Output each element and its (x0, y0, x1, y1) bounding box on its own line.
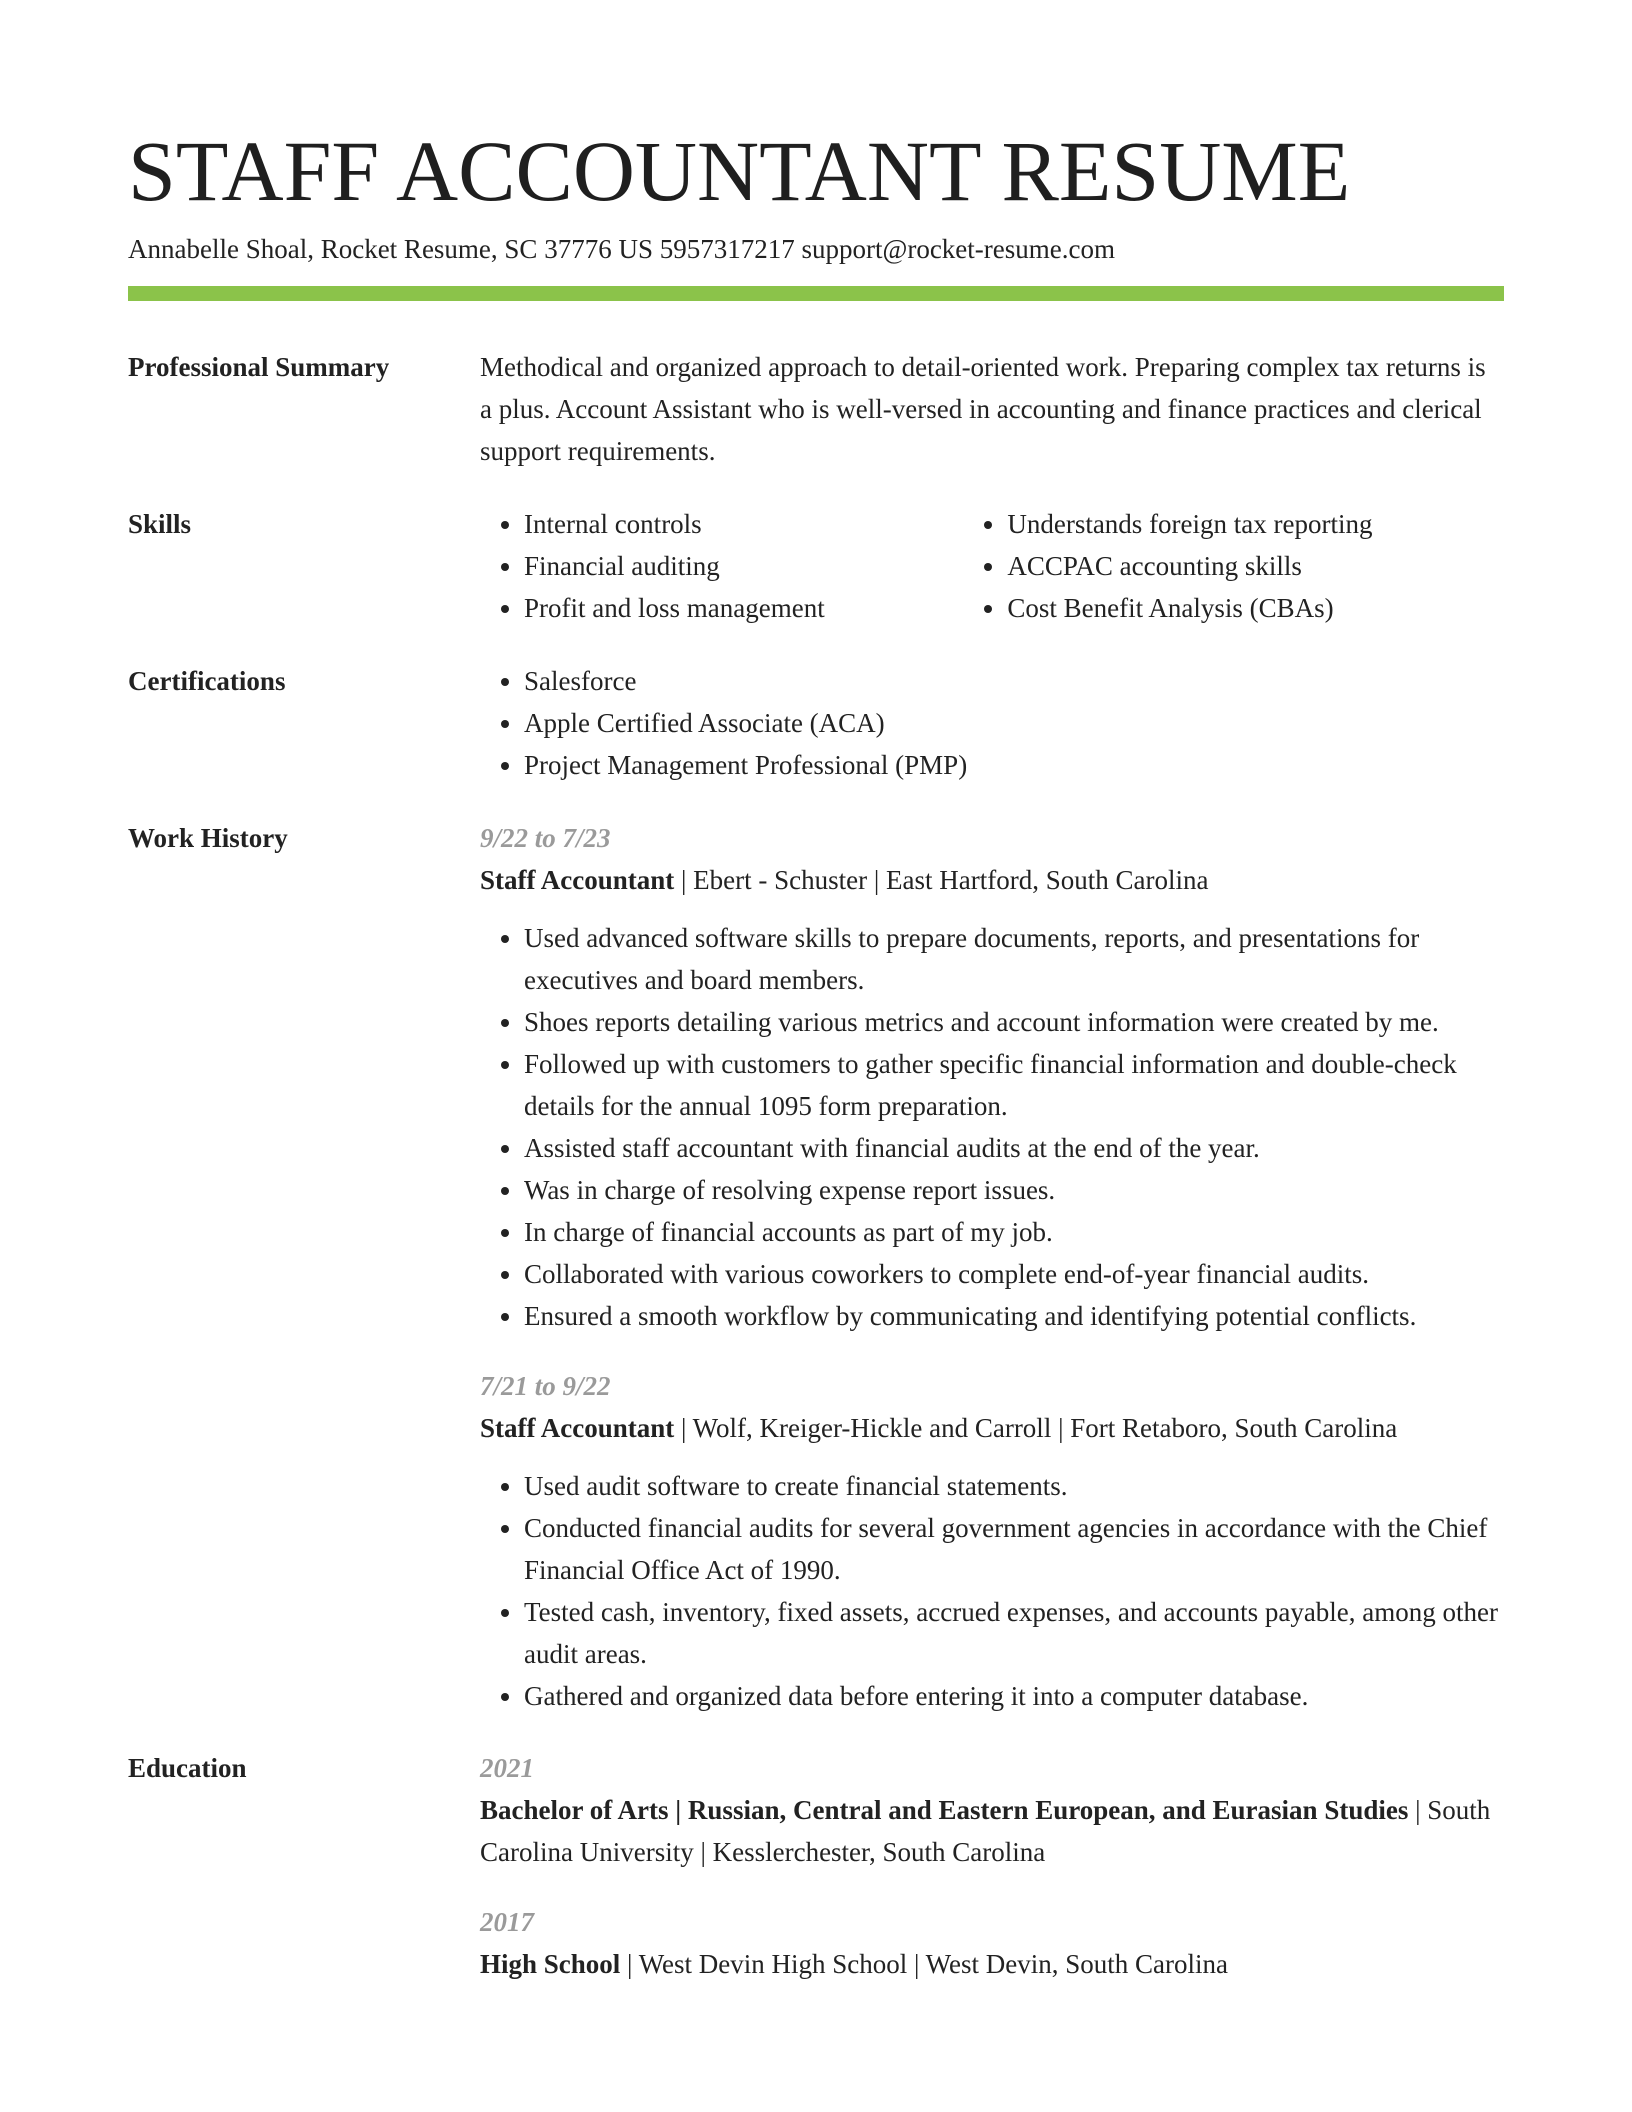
work-history-content (480, 817, 1504, 1717)
education-details: | West Devin High School | West Devin, South Carolina (620, 1949, 1228, 1979)
accent-divider (128, 286, 1504, 301)
job-bullet: • Used audit software to create financial statements. (524, 1465, 1504, 1507)
job-entry (480, 1365, 1504, 1717)
skills-column-1 (480, 503, 963, 629)
section-label-education: Education (128, 1753, 247, 1783)
certification-item: • Project Management Professional (PMP) (524, 744, 1504, 786)
summary-text: Methodical and organized approach to detail-oriented work. Preparing complex tax returns is a plus. Account Assistant who is well-versed in accounting and finance practices and clerical support requirements. (480, 352, 1486, 466)
job-bullets (480, 1465, 1504, 1717)
certifications-content (480, 660, 1504, 786)
skill-item: • ACCPAC accounting skills (1007, 545, 1504, 587)
job-bullet: • Collaborated with various coworkers to complete end-of-year financial audits. (524, 1253, 1504, 1295)
certifications-list (480, 660, 1504, 786)
job-bullet: • Shoes reports detailing various metrics and account information were created by me. (524, 1001, 1504, 1043)
job-bullet: • Used advanced software skills to prepare documents, reports, and presentations for executives and board members. (524, 917, 1504, 1001)
education-heading (480, 1943, 1504, 1985)
job-bullet: • Ensured a smooth workflow by communicating and identifying potential conflicts. (524, 1295, 1504, 1337)
resume-title: STAFF ACCOUNTANT RESUME (128, 123, 1351, 219)
job-dates: 9/22 to 7/23 (480, 823, 611, 853)
education-degree: High School (480, 1949, 621, 1979)
job-bullets (480, 917, 1504, 1337)
job-title: Staff Accountant (480, 865, 675, 895)
skill-item: • Financial auditing (524, 545, 963, 587)
job-bullet: • Assisted staff accountant with financial audits at the end of the year. (524, 1127, 1504, 1169)
section-label-summary: Professional Summary (128, 352, 390, 382)
job-bullet: • Conducted financial audits for several government agencies in accordance with the Chief Financial Office Act of 1990. (524, 1507, 1504, 1591)
certification-item: • Apple Certified Associate (ACA) (524, 702, 1504, 744)
skill-item: • Cost Benefit Analysis (CBAs) (1007, 587, 1504, 629)
section-label-work-history: Work History (128, 823, 288, 853)
job-bullet: • Was in charge of resolving expense report issues. (524, 1169, 1504, 1211)
skills-content (480, 503, 1504, 629)
job-entry (480, 817, 1504, 1337)
job-heading (480, 1407, 1504, 1449)
education-entry (480, 1747, 1504, 1873)
job-bullet: • In charge of financial accounts as part of my job. (524, 1211, 1504, 1253)
job-title: Staff Accountant (480, 1413, 675, 1443)
education-entry (480, 1901, 1504, 1985)
skill-item: • Profit and loss management (524, 587, 963, 629)
skill-item: • Internal controls (524, 503, 963, 545)
job-bullet: • Gathered and organized data before entering it into a computer database. (524, 1675, 1504, 1717)
education-degree: Bachelor of Arts | Russian, Central and Eastern European, and Eurasian Studies (480, 1795, 1409, 1825)
job-details: | Ebert - Schuster | East Hartford, South Carolina (674, 865, 1209, 895)
job-dates: 7/21 to 9/22 (480, 1371, 611, 1401)
job-bullet: • Followed up with customers to gather specific financial information and double-check details for the annual 1095 form preparation. (524, 1043, 1504, 1127)
skills-column-2 (963, 503, 1504, 629)
job-heading (480, 859, 1504, 901)
section-label-certifications: Certifications (128, 666, 286, 696)
job-details: | Wolf, Kreiger-Hickle and Carroll | Fort Retaboro, South Carolina (674, 1413, 1398, 1443)
job-bullet: • Tested cash, inventory, fixed assets, accrued expenses, and accounts payable, among other audit areas. (524, 1591, 1504, 1675)
education-details: | South Carolina University | Kesslerchester, South Carolina (480, 1795, 1491, 1867)
education-content (480, 1747, 1504, 1985)
education-heading (480, 1789, 1504, 1873)
contact-line: Annabelle Shoal, Rocket Resume, SC 37776 US 5957317217 support@rocket-resume.com (128, 234, 1115, 264)
education-year: 2021 (480, 1753, 534, 1783)
certification-item: • Salesforce (524, 660, 1504, 702)
skill-item: • Understands foreign tax reporting (1007, 503, 1504, 545)
section-label-skills: Skills (128, 509, 192, 539)
education-year: 2017 (480, 1907, 534, 1937)
summary-content (480, 346, 1504, 472)
